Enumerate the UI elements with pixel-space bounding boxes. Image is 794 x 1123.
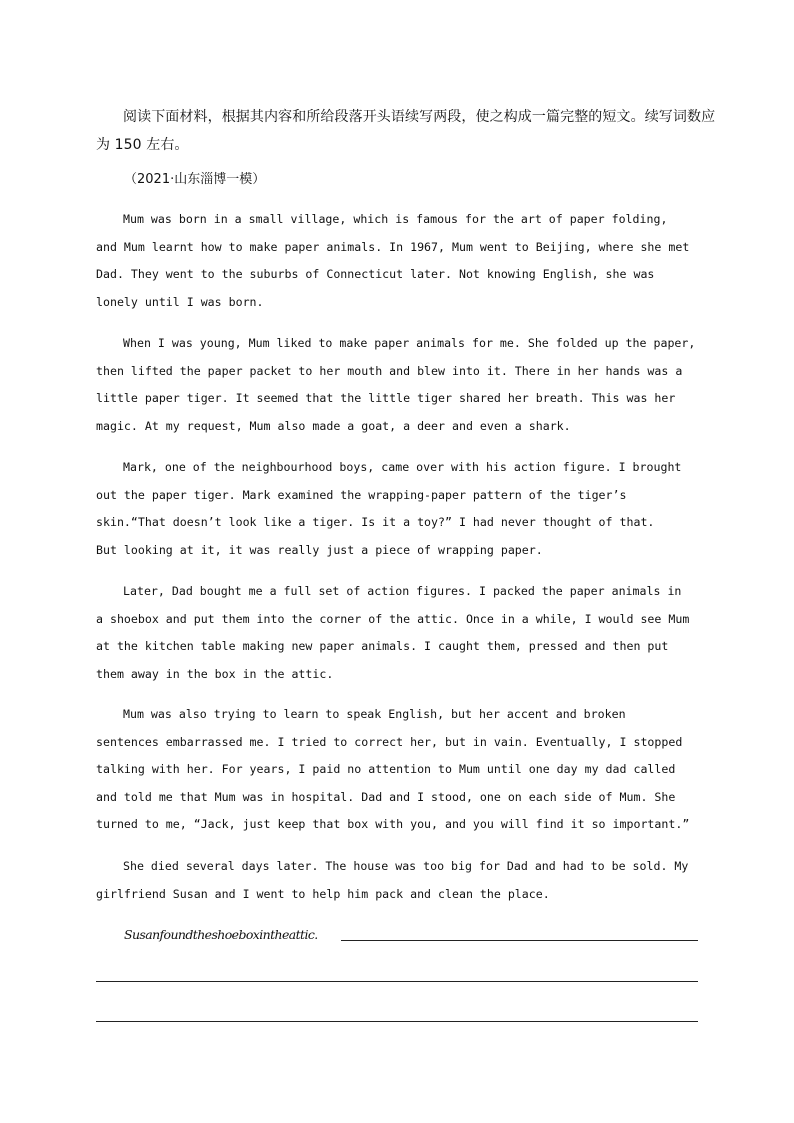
story-paragraph-5: Mum was also trying to learn to speak English, but her accent and broken sentences embarrassed me. I tried to correct her, but in vain. Eventually, I stopped talking with her. For years, I paid no attention to Mum until one day my dad called and told me that Mum was in hospital. Dad and I stood, one on each side of Mum. She turned to me, “Jack, just keep that box with you, and you will find it so important.” (96, 707, 690, 832)
story-paragraph-6: She died several days later. The house was too big for Dad and had to be sold. My girlfriend Susan and I went to help him pack and clean the place. (96, 859, 689, 901)
story-paragraph-4: Later, Dad bought me a full set of action figures. I packed the paper animals in a shoebox and put them into the corner of the attic. Once in a while, I would see Mum at the kitchen table making new paper animals. I caught them, pressed and then put them away in the box in the attic. (96, 584, 690, 681)
continuation-prompt: Susanfoundtheshoeboxintheattic. (124, 927, 318, 942)
story-paragraph-3: Mark, one of the neighbourhood boys, came over with his action figure. I brought out the paper tiger. Mark examined the wrapping-paper pattern of the tiger’s skin.“That doesn’t look like a tiger. Is it a toy?” I had never thought of that. But looking at it, it was really just a piece of wrapping paper. (96, 460, 682, 557)
answer-line-2[interactable] (96, 981, 698, 982)
story-paragraph-1: Mum was born in a small village, which is famous for the art of paper folding, and Mum learnt how to make paper animals. In 1967, Mum went to Beijing, where she met Dad. They went to the suburbs of Connecticut later. Not knowing English, she was lonely until I was born. (96, 212, 690, 309)
answer-line-3[interactable] (96, 1021, 698, 1022)
story-paragraph-2: When I was young, Mum liked to make paper animals for me. She folded up the paper, then lifted the paper packet to her mouth and blew into it. There in her hands was a little paper tiger. It seemed that the little tiger shared her breath. This was her magic. At my request, Mum also made a goat, a deer and even a shark. (96, 336, 696, 433)
instructions-text: 阅读下面材料，根据其内容和所给段落开头语续写两段，使之构成一篇完整的短文。续写词数应为 150 左右。 (96, 109, 716, 153)
answer-line-1[interactable] (341, 940, 698, 941)
source-label: （2021·山东淄博一模） (124, 172, 266, 187)
